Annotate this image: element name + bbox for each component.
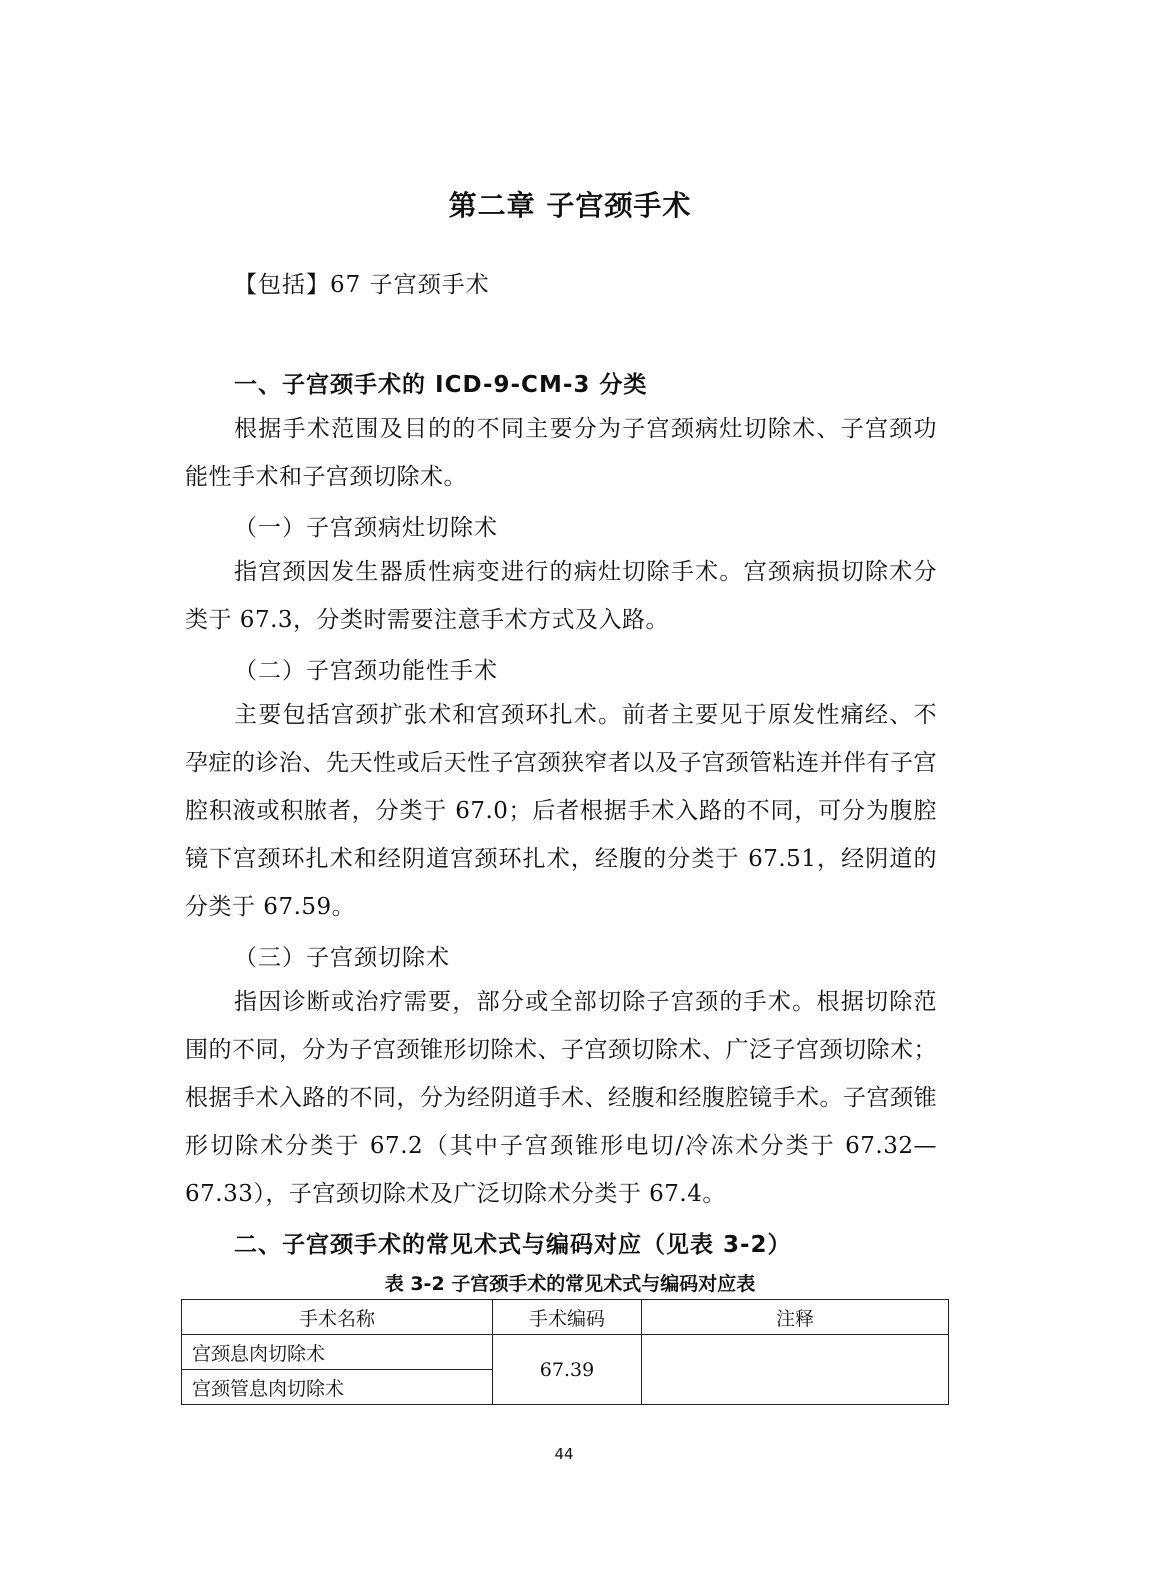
subsection-1-heading: （一）子宫颈病灶切除术 — [234, 515, 498, 541]
header-procedure-code: 手术编码 — [493, 1300, 642, 1335]
section-1-heading: 一、子宫颈手术的 ICD-9-CM-3 分类 — [234, 372, 648, 398]
subsection-2-text: 主要包括宫颈扩张术和宫颈环扎术。前者主要见于原发性痛经、不孕症的诊治、先天性或后天性子宫颈狭窄者以及子宫颈管粘连并伴有子宫腔积液或积脓者，分类于 67.0；后者根据手术入路的不同，可分为腹腔镜下宫颈环扎术和经阴道宫颈环扎术，经腹的分类于 67.51，经阴道的分类于 67.59。 — [185, 702, 937, 920]
include-line: 【包括】67 子宫颈手术 — [234, 272, 490, 298]
subsection-3-text: 指因诊断或治疗需要，部分或全部切除子宫颈的手术。根据切除范围的不同，分为子宫颈锥形切除术、子宫颈切除术、广泛子宫颈切除术；根据手术入路的不同，分为经阴道手术、经腹和经腹腔镜手术。子宫颈锥形切除术分类于 67.2（其中子宫颈锥形电切/冷冻术分类于 67.32—67.33），子宫颈切除术及广泛切除术分类于 67.4。 — [185, 989, 937, 1207]
section-1-intro: 根据手术范围及目的的不同主要分为子宫颈病灶切除术、子宫颈功能性手术和子宫颈切除术。 — [185, 416, 937, 490]
subsection-1-text: 指宫颈因发生器质性病变进行的病灶切除手术。宫颈病损切除术分类于 67.3，分类时需要注意手术方式及入路。 — [185, 559, 937, 633]
chapter-title: 第二章 子宫颈手术 — [448, 189, 692, 222]
table-caption: 表 3-2 子宫颈手术的常见术式与编码对应表 — [384, 1273, 756, 1295]
subsection-2-heading: （二）子宫颈功能性手术 — [234, 658, 498, 684]
procedure-name-cell: 宫颈管息肉切除术 — [182, 1370, 493, 1405]
header-procedure-name: 手术名称 — [182, 1300, 493, 1335]
page-number: 44 — [554, 1445, 574, 1463]
table-header-row — [182, 1300, 949, 1335]
procedure-code-table — [181, 1299, 949, 1405]
notes-cell — [642, 1335, 949, 1405]
header-notes: 注释 — [642, 1300, 949, 1335]
procedure-name-cell: 宫颈息肉切除术 — [182, 1335, 493, 1370]
procedure-code-cell: 67.39 — [493, 1335, 642, 1405]
section-2-heading: 二、子宫颈手术的常见术式与编码对应（见表 3-2） — [234, 1232, 792, 1258]
subsection-3-heading: （三）子宫颈切除术 — [234, 945, 450, 971]
table-row — [182, 1335, 949, 1370]
